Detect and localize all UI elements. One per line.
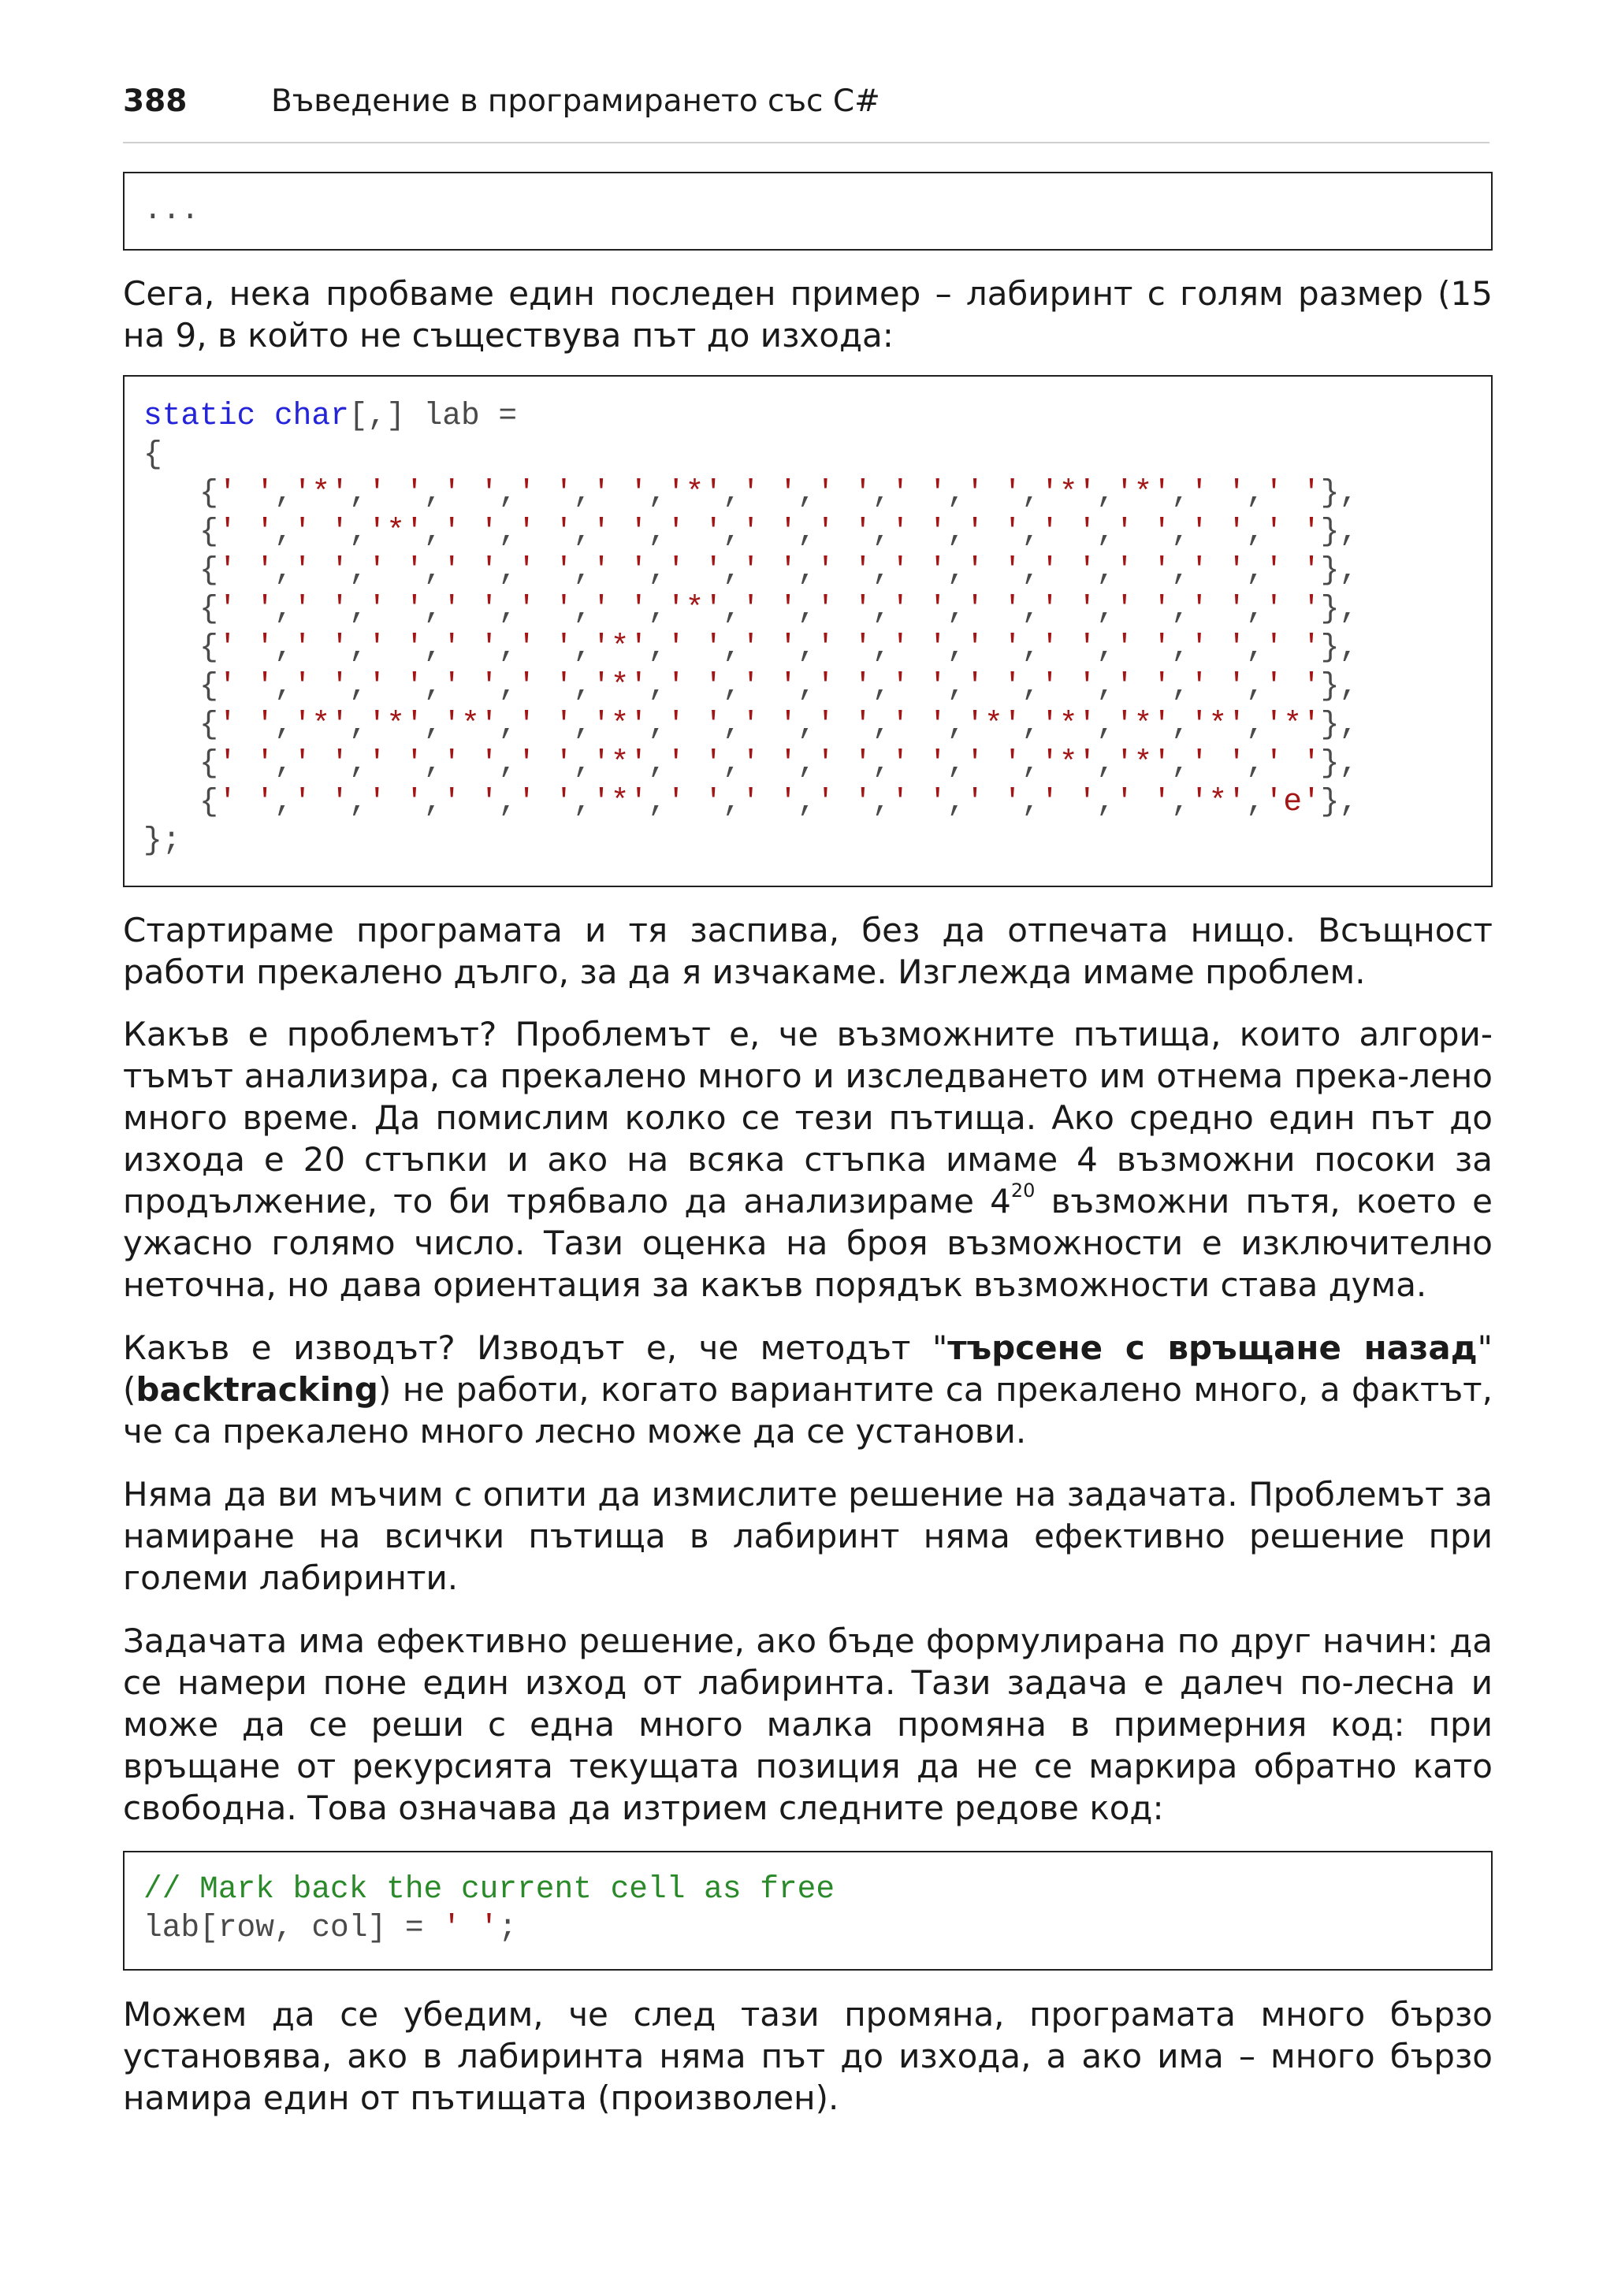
labyrinth-row: {' ',' ',' ',' ',' ','*',' ',' ',' ',' ',' ',' ',' ',' ',' '},	[199, 630, 1359, 665]
conclusion-text-1: Какъв е изводът? Изводът е, че методът "	[123, 1328, 948, 1367]
labyrinth-row: {' ',' ',' ',' ',' ','*',' ',' ',' ',' ',' ','*','*',' ',' '},	[199, 745, 1359, 781]
assignment-end: ;	[498, 1910, 518, 1945]
page-number: 388	[123, 84, 188, 119]
code-declaration	[143, 396, 1491, 435]
code-line: ...	[143, 192, 200, 228]
page-header	[123, 79, 1489, 143]
paragraph-efficient-solution: Задачата има ефективно решение, ако бъде формулирана по друг начин: да се намери поне един изход от лабиринта. Тази задача е далеч по-лесна и може да се реши с една много малка промяна в примерния код: при връщане от рекурсията текущата позиция да не се маркира обратно като свободна. Това означава да изтрием следните редове код:	[123, 1622, 1493, 1827]
conclusion-text-3: ) не работи, когато вариантите са прекалено много, а фактът, че са прекалено много лесно може да се установи.	[123, 1370, 1493, 1451]
paragraph-conclusion	[123, 1327, 1493, 1452]
bold-term-bg: търсене с връщане назад	[947, 1328, 1478, 1367]
labyrinth-rows	[143, 474, 1491, 821]
labyrinth-row: {' ',' ',' ',' ',' ','*',' ',' ',' ',' ',' ',' ',' ','*','e'},	[199, 784, 1359, 819]
labyrinth-row: {' ','*','*','*',' ','*',' ',' ',' ',' ','*','*','*','*','*'},	[199, 707, 1359, 742]
keyword-static: static	[143, 398, 256, 433]
labyrinth-row: {' ',' ',' ',' ',' ','*',' ',' ',' ',' ',' ',' ',' ',' ',' '},	[199, 668, 1359, 704]
paragraph-final: Можем да се убедим, че след тази промяна, програмата много бързо установява, ако в лабиринта няма път до изхода, а ако има – много бързо намира един от пътищата (произволен).	[123, 1995, 1493, 2117]
code-comment: // Mark back the current cell as free	[143, 1871, 835, 1907]
code-assignment	[143, 1908, 1491, 1947]
code-open-brace: {	[143, 437, 162, 472]
problem-text-end: възможни пътя, което е ужасно голямо число. Тази оценка на броя възможности е изключително неточна, но дава ориентация за какъв порядък възможности става дума.	[123, 1182, 1493, 1304]
assignment-code: lab[row, col] =	[143, 1910, 443, 1945]
bold-term-en: backtracking	[136, 1370, 378, 1409]
book-title: Въведение в програмирането със C#	[271, 84, 880, 119]
labyrinth-row: {' ',' ',' ',' ',' ',' ','*',' ',' ',' ',' ',' ',' ',' ',' '},	[199, 591, 1359, 626]
code-close-brace: };	[143, 823, 181, 858]
code-block-labyrinth	[123, 375, 1493, 887]
exponent: 20	[1010, 1180, 1036, 1202]
keyword-char: char	[273, 398, 349, 433]
labyrinth-row: {' ',' ',' ',' ',' ',' ',' ',' ',' ',' ',' ',' ',' ',' ',' '},	[199, 552, 1359, 588]
problem-text-start: Какъв е проблемът? Проблемът е, че възможните пътища, които алгори-тъмът анализира, са прекалено много и изследването им отнема прека-лено много време. Да помислим колко се тези пътища. Ако средно един път до изхода е 20 стъпки и ако на всяка стъпка имаме 4 възможни посоки за продължение, то би трябвало да анализираме 4	[123, 1015, 1493, 1220]
paragraph-program-hangs: Стартираме програмата и тя заспива, без да отпечата нищо. Всъщност работи прекалено дълго, за да я изчакаме. Изглежда имаме проблем.	[123, 911, 1493, 991]
declaration-rest: [,] lab =	[348, 398, 518, 433]
code-block-ellipsis	[123, 172, 1493, 251]
conclusion-text-2: " (	[123, 1328, 1493, 1409]
paragraph-intro: Сега, нека пробваме един последен пример – лабиринт с голям размер (15 на 9, в който не съществува път до изхода:	[123, 274, 1493, 355]
labyrinth-row: {' ','*',' ',' ',' ',' ','*',' ',' ',' ',' ','*','*',' ',' '},	[199, 475, 1359, 511]
assignment-string: ' '	[442, 1910, 499, 1945]
paragraph-no-solution: Няма да ви мъчим с опити да измислите решение на задачата. Проблемът за намиране на всички пътища в лабиринт няма ефективно решение при големи лабиринти.	[123, 1475, 1493, 1597]
paragraph-problem	[123, 1013, 1493, 1306]
code-block-mark-back	[123, 1851, 1493, 1971]
labyrinth-row: {' ',' ','*',' ',' ',' ',' ',' ',' ',' ',' ',' ',' ',' ',' '},	[199, 514, 1359, 549]
